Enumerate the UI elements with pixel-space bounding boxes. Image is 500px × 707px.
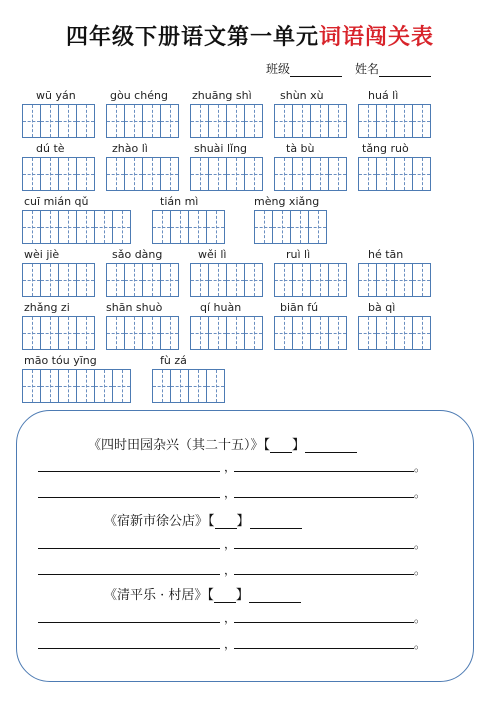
pinyin-label: gòu chéng xyxy=(110,89,168,102)
dynasty-blank[interactable] xyxy=(250,515,302,529)
class-field xyxy=(266,60,342,77)
pinyin-label: ruì lì xyxy=(286,248,311,261)
writing-boxes[interactable] xyxy=(190,104,263,138)
period: 。 xyxy=(414,460,427,474)
tian-zi-box[interactable] xyxy=(58,157,77,191)
tian-zi-box[interactable] xyxy=(310,157,329,191)
tian-zi-box[interactable] xyxy=(190,104,209,138)
tian-zi-box[interactable] xyxy=(292,104,311,138)
tian-zi-box[interactable] xyxy=(274,104,293,138)
tian-zi-box[interactable] xyxy=(190,157,209,191)
class-label: 班级 xyxy=(266,62,291,76)
tian-zi-box[interactable] xyxy=(124,263,143,297)
tian-zi-box[interactable] xyxy=(170,369,189,403)
tian-zi-box[interactable] xyxy=(106,316,125,350)
writing-boxes[interactable] xyxy=(358,316,431,350)
tian-zi-box[interactable] xyxy=(76,263,95,297)
poem-title: 《宿新市徐公店》【 】 xyxy=(104,510,302,529)
writing-boxes[interactable] xyxy=(22,316,95,350)
tian-zi-box[interactable] xyxy=(76,210,95,244)
writing-boxes[interactable] xyxy=(190,263,263,297)
comma: ， xyxy=(224,611,237,625)
tian-zi-box[interactable] xyxy=(376,316,395,350)
tian-zi-box[interactable] xyxy=(208,316,227,350)
pinyin-label: shān shuò xyxy=(106,301,163,314)
tian-zi-box[interactable] xyxy=(394,263,413,297)
writing-boxes[interactable] xyxy=(106,104,179,138)
tian-zi-box[interactable] xyxy=(310,104,329,138)
tian-zi-box[interactable] xyxy=(292,316,311,350)
tian-zi-box[interactable] xyxy=(76,369,95,403)
tian-zi-box[interactable] xyxy=(106,157,125,191)
pinyin-label: shuài lǐng xyxy=(194,142,248,155)
period: 。 xyxy=(414,563,427,577)
tian-zi-box[interactable] xyxy=(328,263,347,297)
tian-zi-box[interactable] xyxy=(208,157,227,191)
tian-zi-box[interactable] xyxy=(160,316,179,350)
tian-zi-box[interactable] xyxy=(40,157,59,191)
tian-zi-box[interactable] xyxy=(112,369,131,403)
tian-zi-box[interactable] xyxy=(328,104,347,138)
tian-zi-box[interactable] xyxy=(106,104,125,138)
comma: ， xyxy=(224,537,237,551)
pinyin-label: zhào lì xyxy=(112,142,148,155)
tian-zi-box[interactable] xyxy=(274,157,293,191)
tian-zi-box[interactable] xyxy=(274,316,293,350)
pinyin-label: sǎo dàng xyxy=(112,248,163,261)
tian-zi-box[interactable] xyxy=(170,210,189,244)
tian-zi-box[interactable] xyxy=(94,210,113,244)
tian-zi-box[interactable] xyxy=(22,104,41,138)
tian-zi-box[interactable] xyxy=(244,157,263,191)
tian-zi-box[interactable] xyxy=(206,210,225,244)
tian-zi-box[interactable] xyxy=(244,263,263,297)
pinyin-label: zhǎng zi xyxy=(24,301,70,314)
pinyin-label: mèng xiǎng xyxy=(254,195,320,208)
tian-zi-box[interactable] xyxy=(358,104,377,138)
tian-zi-box[interactable] xyxy=(190,263,209,297)
tian-zi-box[interactable] xyxy=(58,316,77,350)
writing-boxes[interactable] xyxy=(274,316,347,350)
writing-boxes[interactable] xyxy=(106,157,179,191)
answer-line[interactable] xyxy=(234,548,414,549)
tian-zi-box[interactable] xyxy=(22,157,41,191)
name-input-line[interactable] xyxy=(379,62,431,77)
tian-zi-box[interactable] xyxy=(272,210,291,244)
tian-zi-box[interactable] xyxy=(412,263,431,297)
writing-boxes[interactable] xyxy=(358,157,431,191)
period: 。 xyxy=(414,637,427,651)
tian-zi-box[interactable] xyxy=(94,369,113,403)
tian-zi-box[interactable] xyxy=(106,263,125,297)
writing-boxes[interactable] xyxy=(152,210,225,244)
pinyin-label: cuī mián qǔ xyxy=(24,195,89,208)
writing-boxes[interactable] xyxy=(274,104,347,138)
tian-zi-box[interactable] xyxy=(206,369,225,403)
answer-line[interactable] xyxy=(234,471,414,472)
tian-zi-box[interactable] xyxy=(58,210,77,244)
tian-zi-box[interactable] xyxy=(40,263,59,297)
pinyin-label: hé tān xyxy=(368,248,404,261)
tian-zi-box[interactable] xyxy=(58,104,77,138)
title-main: 四年级下册语文第一单元 xyxy=(65,24,319,50)
tian-zi-box[interactable] xyxy=(394,316,413,350)
writing-boxes[interactable] xyxy=(22,369,131,403)
pinyin-label: huá lì xyxy=(368,89,399,102)
poem-title: 《清平乐 · 村居》【 】 xyxy=(104,584,301,603)
tian-zi-box[interactable] xyxy=(412,157,431,191)
pinyin-label: tián mì xyxy=(160,195,199,208)
tian-zi-box[interactable] xyxy=(188,210,207,244)
title-highlight: 词语闯关表 xyxy=(319,24,435,50)
tian-zi-box[interactable] xyxy=(254,210,273,244)
pinyin-label: wěi lì xyxy=(198,248,227,261)
pinyin-label: qí huàn xyxy=(200,301,242,314)
comma: ， xyxy=(224,637,237,651)
comma: ， xyxy=(224,563,237,577)
writing-boxes[interactable] xyxy=(22,157,95,191)
tian-zi-box[interactable] xyxy=(40,210,59,244)
tian-zi-box[interactable] xyxy=(244,316,263,350)
tian-zi-box[interactable] xyxy=(376,157,395,191)
tian-zi-box[interactable] xyxy=(58,263,77,297)
writing-boxes[interactable] xyxy=(358,104,431,138)
tian-zi-box[interactable] xyxy=(226,263,245,297)
tian-zi-box[interactable] xyxy=(358,316,377,350)
answer-line[interactable] xyxy=(234,497,414,498)
tian-zi-box[interactable] xyxy=(76,316,95,350)
tian-zi-box[interactable] xyxy=(308,210,327,244)
tian-zi-box[interactable] xyxy=(142,316,161,350)
tian-zi-box[interactable] xyxy=(226,157,245,191)
tian-zi-box[interactable] xyxy=(226,316,245,350)
tian-zi-box[interactable] xyxy=(394,157,413,191)
tian-zi-box[interactable] xyxy=(292,157,311,191)
author-blank[interactable] xyxy=(214,589,236,603)
period: 。 xyxy=(414,611,427,625)
tian-zi-box[interactable] xyxy=(40,104,59,138)
class-input-line[interactable] xyxy=(290,62,342,77)
tian-zi-box[interactable] xyxy=(112,210,131,244)
comma: ， xyxy=(224,486,237,500)
tian-zi-box[interactable] xyxy=(152,210,171,244)
name-label: 姓名 xyxy=(355,62,380,76)
comma: ， xyxy=(224,460,237,474)
tian-zi-box[interactable] xyxy=(124,316,143,350)
writing-boxes[interactable] xyxy=(358,263,431,297)
tian-zi-box[interactable] xyxy=(22,210,41,244)
tian-zi-box[interactable] xyxy=(22,263,41,297)
writing-boxes[interactable] xyxy=(274,157,347,191)
dynasty-blank[interactable] xyxy=(305,439,357,453)
answer-line[interactable] xyxy=(38,574,220,575)
tian-zi-box[interactable] xyxy=(188,369,207,403)
tian-zi-box[interactable] xyxy=(376,263,395,297)
writing-boxes[interactable] xyxy=(254,210,327,244)
writing-boxes[interactable] xyxy=(190,157,263,191)
pinyin-label: biān fú xyxy=(280,301,319,314)
answer-line[interactable] xyxy=(38,471,220,472)
author-blank[interactable] xyxy=(215,515,237,529)
tian-zi-box[interactable] xyxy=(124,104,143,138)
tian-zi-box[interactable] xyxy=(160,104,179,138)
tian-zi-box[interactable] xyxy=(328,316,347,350)
period: 。 xyxy=(414,486,427,500)
pinyin-label: māo tóu yīng xyxy=(24,354,97,367)
tian-zi-box[interactable] xyxy=(226,104,245,138)
tian-zi-box[interactable] xyxy=(376,104,395,138)
answer-line[interactable] xyxy=(38,622,220,623)
writing-boxes[interactable] xyxy=(190,316,263,350)
writing-boxes[interactable] xyxy=(152,369,225,403)
pinyin-label: wèi jiè xyxy=(24,248,60,261)
tian-zi-box[interactable] xyxy=(22,369,41,403)
tian-zi-box[interactable] xyxy=(124,157,143,191)
pinyin-label: bà qì xyxy=(368,301,396,314)
page-title xyxy=(0,20,500,51)
tian-zi-box[interactable] xyxy=(412,104,431,138)
pinyin-label: dú tè xyxy=(36,142,65,155)
tian-zi-box[interactable] xyxy=(22,316,41,350)
period: 。 xyxy=(414,537,427,551)
pinyin-label: fù zá xyxy=(160,354,187,367)
tian-zi-box[interactable] xyxy=(40,316,59,350)
tian-zi-box[interactable] xyxy=(412,316,431,350)
writing-boxes[interactable] xyxy=(106,263,179,297)
answer-line[interactable] xyxy=(38,497,220,498)
tian-zi-box[interactable] xyxy=(58,369,77,403)
tian-zi-box[interactable] xyxy=(310,263,329,297)
answer-line[interactable] xyxy=(38,548,220,549)
pinyin-label: shùn xù xyxy=(280,89,324,102)
pinyin-label: zhuāng shì xyxy=(192,89,252,102)
pinyin-label: tà bù xyxy=(286,142,315,155)
tian-zi-box[interactable] xyxy=(76,104,95,138)
tian-zi-box[interactable] xyxy=(274,263,293,297)
writing-boxes[interactable] xyxy=(22,263,95,297)
tian-zi-box[interactable] xyxy=(358,263,377,297)
tian-zi-box[interactable] xyxy=(310,316,329,350)
pinyin-label: wū yán xyxy=(36,89,76,102)
tian-zi-box[interactable] xyxy=(328,157,347,191)
answer-line[interactable] xyxy=(234,648,414,649)
writing-boxes[interactable] xyxy=(106,316,179,350)
tian-zi-box[interactable] xyxy=(76,157,95,191)
tian-zi-box[interactable] xyxy=(208,104,227,138)
answer-line[interactable] xyxy=(234,622,414,623)
tian-zi-box[interactable] xyxy=(142,263,161,297)
tian-zi-box[interactable] xyxy=(292,263,311,297)
tian-zi-box[interactable] xyxy=(142,157,161,191)
tian-zi-box[interactable] xyxy=(142,104,161,138)
pinyin-label: tǎng ruò xyxy=(362,142,409,155)
tian-zi-box[interactable] xyxy=(190,316,209,350)
tian-zi-box[interactable] xyxy=(40,369,59,403)
tian-zi-box[interactable] xyxy=(244,104,263,138)
tian-zi-box[interactable] xyxy=(160,263,179,297)
tian-zi-box[interactable] xyxy=(208,263,227,297)
author-blank[interactable] xyxy=(270,439,292,453)
tian-zi-box[interactable] xyxy=(290,210,309,244)
name-field xyxy=(355,60,431,77)
answer-line[interactable] xyxy=(234,574,414,575)
tian-zi-box[interactable] xyxy=(358,157,377,191)
tian-zi-box[interactable] xyxy=(160,157,179,191)
answer-line[interactable] xyxy=(38,648,220,649)
writing-boxes[interactable] xyxy=(274,263,347,297)
poem-title: 《四时田园杂兴（其二十五）》【 】 xyxy=(88,434,357,453)
writing-boxes[interactable] xyxy=(22,104,95,138)
tian-zi-box[interactable] xyxy=(152,369,171,403)
tian-zi-box[interactable] xyxy=(394,104,413,138)
writing-boxes[interactable] xyxy=(22,210,131,244)
dynasty-blank[interactable] xyxy=(249,589,301,603)
